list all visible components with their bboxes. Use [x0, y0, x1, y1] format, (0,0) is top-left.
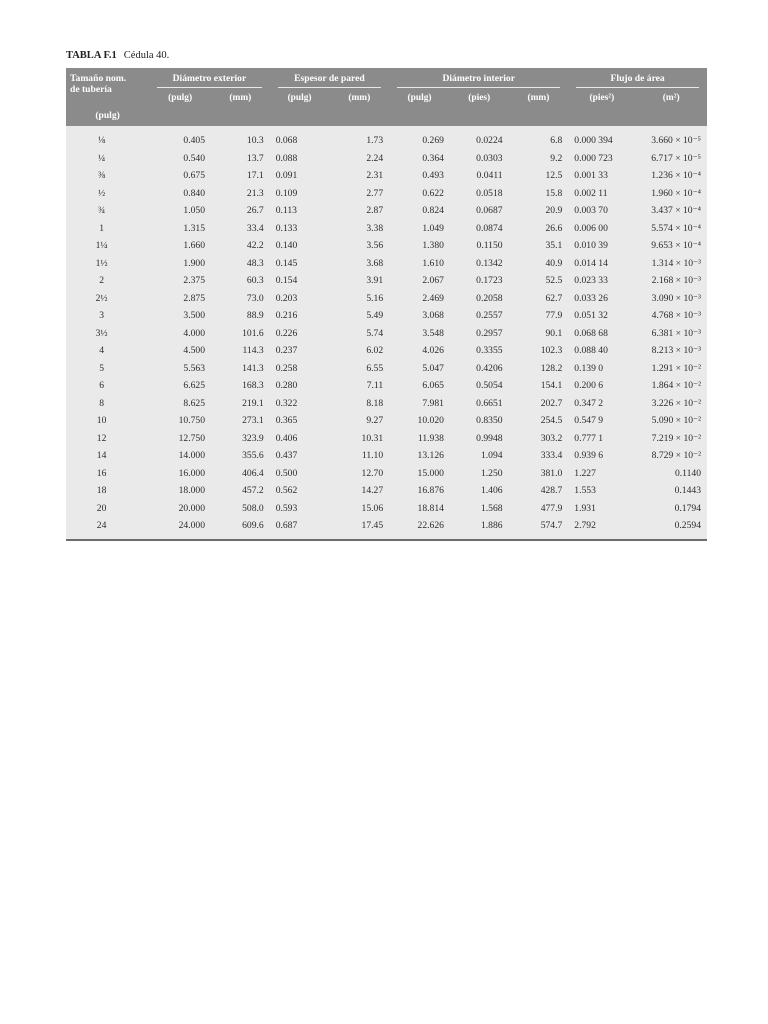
table-cell: 26.6	[545, 222, 563, 234]
table-cell: 0.322	[275, 397, 298, 409]
table-cell: 9.653 × 10⁻⁴	[651, 240, 701, 252]
table-cell: 0.6651	[476, 397, 503, 409]
table-cell: 4.500	[183, 345, 206, 357]
table-cell: 77.9	[545, 310, 563, 322]
table-cell: 1.864 × 10⁻²	[651, 380, 701, 392]
table-cell: 0.824	[422, 205, 444, 217]
table-cell: 0.001 33	[574, 170, 608, 182]
table-number: TABLA F.1	[66, 50, 117, 61]
table-cell: 13.126	[417, 450, 444, 462]
table-cell: 0.1794	[674, 502, 701, 514]
table-cell: 0.2058	[476, 292, 503, 304]
table-cell: 8.729 × 10⁻²	[651, 450, 701, 462]
table-cell: 62.7	[545, 292, 563, 304]
table-cell: 0.010 39	[574, 240, 608, 252]
table-cell: 0.139 0	[574, 362, 604, 374]
table-cell: 6.717 × 10⁻⁵	[651, 152, 701, 164]
table-cell: 3.91	[366, 275, 384, 287]
cell-nominal-size: 3	[99, 310, 104, 322]
table-cell: 0.051 32	[574, 310, 608, 322]
table-row	[66, 430, 707, 448]
table-cell: 2.469	[422, 292, 444, 304]
table-cell: 5.74	[366, 327, 384, 339]
table-cell: 128.2	[540, 362, 563, 374]
table-cell: 20.000	[178, 502, 206, 514]
table-cell: 0.9948	[476, 432, 503, 444]
table-row	[66, 447, 707, 465]
table-cell: 3.38	[366, 222, 384, 234]
table-cell: 0.0874	[476, 222, 503, 234]
table-cell: 14.27	[361, 485, 384, 497]
table-cell: 0.2957	[476, 327, 503, 339]
table-cell: 2.792	[574, 520, 596, 532]
table-cell: 6.381 × 10⁻³	[651, 327, 701, 339]
table-cell: 0.3355	[476, 345, 503, 357]
table-cell: 0.562	[275, 485, 298, 497]
table-cell: 5.563	[183, 362, 206, 374]
table-cell: 0.280	[275, 380, 298, 392]
table-cell: 0.002 11	[574, 187, 608, 199]
table-cell: 2.77	[366, 187, 384, 199]
table-cell: 0.1150	[476, 240, 503, 252]
header-nominal-size-unit: (pulg)	[95, 110, 120, 121]
table-cell: 7.11	[366, 380, 384, 392]
schedule-40-pipe-table	[66, 68, 707, 539]
table-cell: 5.574 × 10⁻⁴	[651, 222, 701, 234]
table-cell: 3.56	[366, 240, 384, 252]
table-cell: 5.16	[366, 292, 384, 304]
table-cell: 154.1	[540, 380, 563, 392]
table-cell: 1.568	[480, 502, 503, 514]
table-cell: 10.3	[246, 135, 264, 147]
table-cell: 14.000	[178, 450, 206, 462]
table-row	[66, 517, 707, 539]
header-nominal-size	[66, 68, 149, 110]
table-cell: 3.500	[183, 310, 206, 322]
cell-nominal-size: ⅜	[97, 170, 106, 182]
table-header	[66, 68, 707, 126]
table-cell: 273.1	[242, 415, 264, 427]
header-inner-diameter: Diámetro interior	[389, 68, 568, 90]
table-row	[66, 412, 707, 430]
table-row	[66, 237, 707, 255]
table-cell: 1.886	[480, 520, 503, 532]
cell-nominal-size: 2	[99, 275, 104, 287]
table-cell: 0.003 70	[574, 205, 608, 217]
table-cell: 428.7	[540, 485, 563, 497]
table-cell: 0.145	[275, 257, 298, 269]
table-cell: 9.27	[366, 415, 384, 427]
table-cell: 0.2557	[476, 310, 503, 322]
table-cell: 0.200 6	[574, 380, 604, 392]
cell-nominal-size: ⅛	[97, 135, 106, 147]
table-cell: 42.2	[246, 240, 264, 252]
cell-nominal-size: ¼	[97, 152, 106, 164]
table-cell: 18.000	[178, 485, 206, 497]
table-title: Cédula 40.	[123, 50, 170, 61]
table-cell: 574.7	[540, 520, 563, 532]
table-cell: 381.0	[540, 467, 563, 479]
cell-nominal-size: 4	[99, 345, 104, 357]
table-cell: 5.49	[366, 310, 384, 322]
table-cell: 3.068	[422, 310, 444, 322]
table-cell: 0.8350	[476, 415, 503, 427]
table-cell: 4.026	[422, 345, 444, 357]
table-cell: 12.70	[361, 467, 384, 479]
table-cell: 303.2	[540, 432, 563, 444]
table-cell: 22.626	[417, 520, 444, 532]
table-cell: 1.660	[183, 240, 206, 252]
unit-area-m2: (m²)	[662, 93, 680, 103]
table-cell: 0.033 26	[574, 292, 608, 304]
table-cell: 8.213 × 10⁻³	[651, 345, 701, 357]
cell-nominal-size: 2½	[95, 292, 108, 304]
table-cell: 0.406	[275, 432, 298, 444]
table-row	[66, 325, 707, 343]
table-cell: 0.068	[275, 135, 298, 147]
table-cell: 0.500	[275, 467, 298, 479]
table-cell: 2.24	[366, 152, 384, 164]
table-caption	[66, 50, 169, 61]
table-row	[66, 202, 707, 220]
table-cell: 1.049	[422, 222, 444, 234]
table-cell: 1.960 × 10⁻⁴	[651, 187, 701, 199]
cell-nominal-size: 14	[96, 450, 107, 462]
table-cell: 48.3	[246, 257, 264, 269]
table-cell: 355.6	[242, 450, 264, 462]
table-cell: 0.091	[275, 170, 298, 182]
table-cell: 73.0	[246, 292, 264, 304]
table-cell: 2.375	[183, 275, 206, 287]
table-cell: 12.750	[178, 432, 206, 444]
table-row	[66, 150, 707, 168]
table-cell: 508.0	[242, 502, 264, 514]
table-cell: 7.981	[422, 397, 444, 409]
table-body	[66, 126, 707, 539]
header-nominal-size-line2: de tubería	[70, 84, 112, 95]
table-cell: 1.73	[366, 135, 384, 147]
table-cell: 1.610	[422, 257, 444, 269]
cell-nominal-size: 3½	[95, 327, 108, 339]
table-cell: 202.7	[540, 397, 563, 409]
table-cell: 5.047	[422, 362, 444, 374]
table-cell: 0.365	[275, 415, 298, 427]
cell-nominal-size: 24	[96, 520, 107, 532]
table-cell: 0.1342	[476, 257, 503, 269]
table-cell: 0.269	[422, 135, 444, 147]
table-cell: 11.10	[361, 450, 384, 462]
table-cell: 3.548	[422, 327, 444, 339]
table-cell: 254.5	[540, 415, 563, 427]
cell-nominal-size: 16	[96, 467, 107, 479]
table-cell: 0.000 723	[574, 152, 613, 164]
table-cell: 0.1443	[674, 485, 701, 497]
table-cell: 17.1	[246, 170, 264, 182]
table-row	[66, 185, 707, 203]
table-cell: 3.660 × 10⁻⁵	[651, 135, 701, 147]
table-cell: 0.203	[275, 292, 298, 304]
table-cell: 219.1	[242, 397, 264, 409]
table-cell: 3.090 × 10⁻³	[651, 292, 701, 304]
unit-wall-in: (pulg)	[287, 93, 312, 103]
unit-wall-mm: (mm)	[348, 93, 371, 103]
table-cell: 1.050	[183, 205, 206, 217]
table-cell: 0.405	[183, 135, 206, 147]
table-cell: 101.6	[242, 327, 264, 339]
header-spacer	[149, 110, 707, 126]
table-cell: 0.237	[275, 345, 298, 357]
table-cell: 0.006 00	[574, 222, 608, 234]
table-cell: 0.493	[422, 170, 444, 182]
cell-nominal-size: ¾	[97, 205, 106, 217]
table-cell: 0.0687	[476, 205, 503, 217]
table-cell: 0.540	[183, 152, 206, 164]
table-cell: 457.2	[242, 485, 264, 497]
table-cell: 52.5	[545, 275, 563, 287]
table-cell: 0.258	[275, 362, 298, 374]
table-row	[66, 377, 707, 395]
table-cell: 33.4	[246, 222, 264, 234]
table-cell: 0.687	[275, 520, 298, 532]
table-cell: 11.938	[417, 432, 444, 444]
cell-nominal-size: 12	[96, 432, 107, 444]
table-cell: 26.7	[246, 205, 264, 217]
header-outer-diameter: Diámetro exterior	[149, 68, 270, 90]
table-row	[66, 272, 707, 290]
cell-nominal-size: 18	[96, 485, 107, 497]
table-cell: 2.875	[183, 292, 206, 304]
table-row	[66, 342, 707, 360]
table-cell: 0.023 33	[574, 275, 608, 287]
table-cell: 2.87	[366, 205, 384, 217]
table-cell: 10.31	[361, 432, 384, 444]
table-cell: 2.31	[366, 170, 384, 182]
table-row	[66, 500, 707, 518]
table-cell: 0.675	[183, 170, 206, 182]
table-cell: 24.000	[178, 520, 206, 532]
table-cell: 0.593	[275, 502, 298, 514]
table-cell: 0.140	[275, 240, 298, 252]
table-cell: 3.226 × 10⁻²	[651, 397, 701, 409]
table-cell: 35.1	[545, 240, 563, 252]
table-cell: 0.347 2	[574, 397, 604, 409]
table-cell: 15.06	[361, 502, 384, 514]
table-cell: 9.2	[550, 152, 563, 164]
table-cell: 1.236 × 10⁻⁴	[651, 170, 701, 182]
table-row	[66, 290, 707, 308]
table-cell: 0.088	[275, 152, 298, 164]
table-cell: 1.380	[422, 240, 444, 252]
table-cell: 0.1140	[674, 467, 701, 479]
cell-nominal-size: 1½	[95, 257, 108, 269]
table-cell: 2.168 × 10⁻³	[651, 275, 701, 287]
table-cell: 0.2594	[674, 520, 701, 532]
table-row	[66, 167, 707, 185]
table-cell: 6.065	[422, 380, 444, 392]
table-cell: 0.840	[183, 187, 206, 199]
table-cell: 0.437	[275, 450, 298, 462]
table-cell: 0.216	[275, 310, 298, 322]
table-cell: 0.109	[275, 187, 298, 199]
table-cell: 16.000	[178, 467, 206, 479]
cell-nominal-size: 20	[96, 502, 107, 514]
table-cell: 1.094	[480, 450, 503, 462]
table-cell: 168.3	[242, 380, 264, 392]
table-bottom-rule	[66, 539, 707, 541]
table-cell: 477.9	[540, 502, 563, 514]
table-cell: 0.777 1	[574, 432, 604, 444]
header-flow-area: Flujo de área	[568, 68, 707, 90]
table-cell: 6.625	[183, 380, 206, 392]
table-cell: 141.3	[242, 362, 264, 374]
table-cell: 88.9	[246, 310, 264, 322]
table-cell: 609.6	[242, 520, 264, 532]
table-cell: 0.088 40	[574, 345, 608, 357]
table-cell: 8.625	[183, 397, 206, 409]
table-cell: 0.0224	[476, 135, 503, 147]
table-row	[66, 482, 707, 500]
unit-id-in: (pulg)	[407, 93, 432, 103]
table-cell: 6.02	[366, 345, 384, 357]
header-wall-thickness: Espesor de pared	[270, 68, 389, 90]
cell-nominal-size: 1¼	[95, 240, 108, 252]
table-cell: 3.437 × 10⁻⁴	[651, 205, 701, 217]
table-cell: 1.900	[183, 257, 206, 269]
table-cell: 18.814	[417, 502, 444, 514]
table-cell: 5.090 × 10⁻²	[651, 415, 701, 427]
table-cell: 0.0411	[476, 170, 503, 182]
cell-nominal-size: 8	[99, 397, 104, 409]
table-cell: 0.5054	[476, 380, 503, 392]
table-cell: 6.55	[366, 362, 384, 374]
unit-id-ft: (pies)	[468, 93, 491, 103]
table-cell: 0.154	[275, 275, 298, 287]
table-cell: 7.219 × 10⁻²	[651, 432, 701, 444]
table-row	[66, 255, 707, 273]
table-cell: 0.000 394	[574, 135, 613, 147]
table-cell: 1.314 × 10⁻³	[651, 257, 701, 269]
table-cell: 1.291 × 10⁻²	[651, 362, 701, 374]
table-cell: 17.45	[361, 520, 384, 532]
table-cell: 60.3	[246, 275, 264, 287]
table-cell: 0.0303	[476, 152, 503, 164]
table-cell: 90.1	[545, 327, 563, 339]
table-row	[66, 220, 707, 238]
table-cell: 1.315	[183, 222, 206, 234]
table-cell: 102.3	[540, 345, 563, 357]
table-cell: 0.133	[275, 222, 298, 234]
table-cell: 0.547 9	[574, 415, 604, 427]
pipe-table-container	[66, 68, 707, 541]
table-cell: 4.768 × 10⁻³	[651, 310, 701, 322]
table-row	[66, 360, 707, 378]
table-cell: 4.000	[183, 327, 206, 339]
table-cell: 15.000	[417, 467, 444, 479]
unit-od-mm: (mm)	[229, 93, 252, 103]
table-cell: 12.5	[545, 170, 563, 182]
table-cell: 0.939 6	[574, 450, 604, 462]
table-cell: 1.406	[480, 485, 503, 497]
table-cell: 406.4	[242, 467, 264, 479]
table-cell: 323.9	[242, 432, 264, 444]
cell-nominal-size: 6	[99, 380, 104, 392]
table-cell: 1.931	[574, 502, 596, 514]
unit-area-ft2: (pies²)	[589, 93, 615, 103]
table-cell: 40.9	[545, 257, 563, 269]
table-cell: 0.622	[422, 187, 444, 199]
table-cell: 3.68	[366, 257, 384, 269]
table-cell: 13.7	[246, 152, 264, 164]
table-cell: 333.4	[540, 450, 563, 462]
table-cell: 0.226	[275, 327, 298, 339]
cell-nominal-size: 5	[99, 362, 104, 374]
unit-id-mm: (mm)	[527, 93, 550, 103]
unit-od-in: (pulg)	[168, 93, 193, 103]
table-cell: 10.750	[178, 415, 206, 427]
cell-nominal-size: 1	[99, 222, 104, 234]
table-cell: 0.068 68	[574, 327, 608, 339]
table-cell: 21.3	[246, 187, 264, 199]
table-cell: 16.876	[417, 485, 444, 497]
table-cell: 1.250	[480, 467, 503, 479]
table-cell: 0.1723	[476, 275, 503, 287]
table-cell: 0.364	[422, 152, 444, 164]
cell-nominal-size: 10	[96, 415, 107, 427]
table-row	[66, 307, 707, 325]
header-nominal-size-line1: Tamaño nom.	[70, 73, 127, 84]
table-cell: 0.014 14	[574, 257, 608, 269]
table-cell: 2.067	[422, 275, 444, 287]
table-row	[66, 465, 707, 483]
table-cell: 1.227	[574, 467, 596, 479]
table-cell: 114.3	[242, 345, 264, 357]
table-cell: 8.18	[366, 397, 384, 409]
table-cell: 1.553	[574, 485, 596, 497]
table-cell: 0.113	[275, 205, 297, 217]
table-row	[66, 395, 707, 413]
table-cell: 10.020	[417, 415, 444, 427]
table-row	[66, 126, 707, 150]
table-cell: 20.9	[545, 205, 563, 217]
table-cell: 15.8	[545, 187, 563, 199]
table-cell: 0.0518	[476, 187, 503, 199]
table-cell: 6.8	[550, 135, 563, 147]
table-cell: 0.4206	[476, 362, 503, 374]
cell-nominal-size: ½	[97, 187, 106, 199]
